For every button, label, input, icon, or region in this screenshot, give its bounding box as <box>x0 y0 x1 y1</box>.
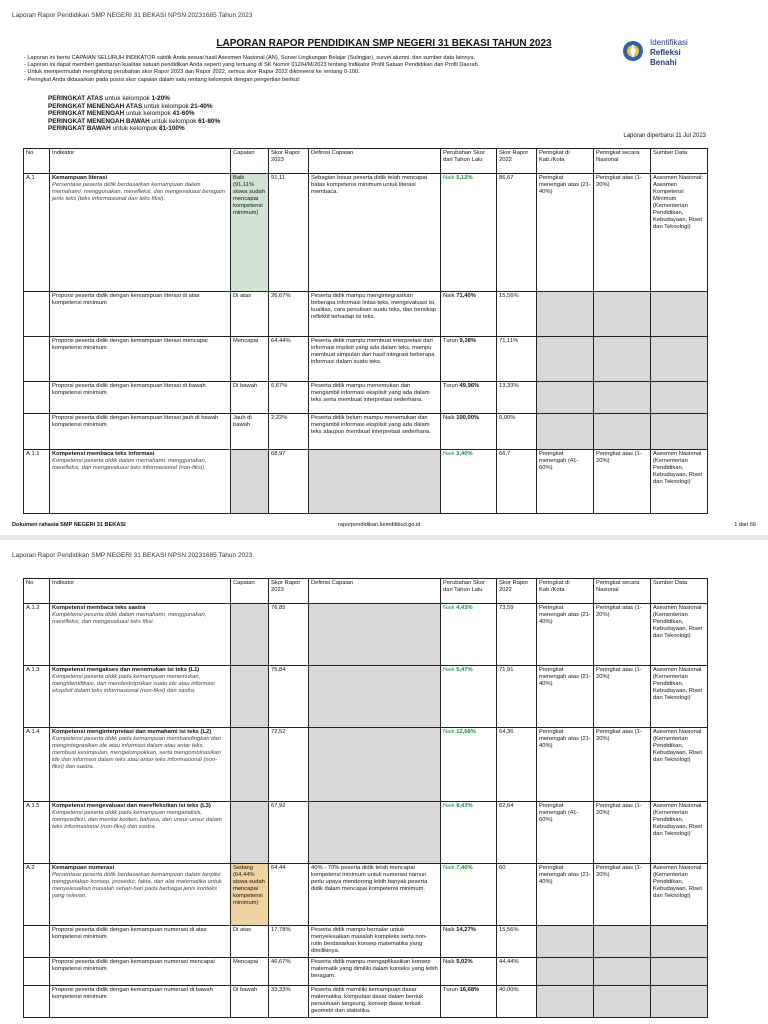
cell-change <box>441 666 497 728</box>
ranking-level-range: 1-20% <box>151 95 170 102</box>
cell-indicator <box>50 414 231 450</box>
cell-change <box>441 604 497 666</box>
indicator-title: Kemampuan literasi <box>52 175 108 181</box>
cell-rank-kab: Peringkat menengah atas (21-40%) <box>537 604 594 666</box>
cell-indicator <box>50 382 231 414</box>
cell-rank-kab <box>537 958 594 986</box>
indicator-description: Kompetensi peserta didik pada kemampuan membandingkan dan mengintegrasikan ide atau informasi dalam atau antar teks, membuat kesimpulan, mengelompokkan, serta mengombinasikan ide dan informasi dalam teks atau antar teks informasional (non-fiksi) dan sastra. <box>52 736 221 770</box>
column-header-skor2022: Skor Rapor 2022 <box>497 579 537 604</box>
cell-source: Asesmen Nasional (Kementerian Pendidikan, Kebudayaan, Riset dan Teknologi) <box>651 604 708 666</box>
cell-source <box>651 337 708 382</box>
cell-capaian: Jauh di bawah <box>231 414 269 450</box>
cell-no: A.1.5 <box>24 802 50 864</box>
cell-rank-nasional <box>594 926 651 958</box>
cell-rank-kab <box>537 926 594 958</box>
column-header-no: No <box>24 579 50 604</box>
cell-definition: Peserta didik mampu menemukan dan mengambil informasi eksplisit yang ada dalam teks serta membuat interpretasi sederhana. <box>309 382 441 414</box>
ranking-level-name: PERINGKAT MENENGAH ATAS <box>48 102 143 110</box>
cell-capaian: Di bawah <box>231 986 269 1018</box>
change-direction: Naik <box>443 803 457 809</box>
cell-rank-kab: Peringkat menengah atas (21-40%) <box>537 728 594 802</box>
cell-no <box>24 414 50 450</box>
cell-source <box>651 986 708 1018</box>
cell-definition: Peserta didik mampu membuat interpretasi dari informasi implisit yang ada dalam teks, mampu membuat simpulan dari hasil integrasi beberapa informasi dalam suatu teks. <box>309 337 441 382</box>
cell-capaian: Di atas <box>231 926 269 958</box>
cell-change <box>441 986 497 1018</box>
cell-score-2022: 71,11% <box>497 337 537 382</box>
running-header: Laporan Rapor Pendidikan SMP NEGERI 31 BEKASI NPSN 20231685 Tahun 2023 <box>12 12 253 19</box>
change-direction: Naik <box>443 175 457 181</box>
cell-rank-nasional: Peringkat atas (1-20%) <box>594 604 651 666</box>
cell-indicator <box>50 292 231 337</box>
change-direction: Turun <box>443 987 460 993</box>
column-header-capaian: Capaian <box>231 579 269 604</box>
cell-score-2022: 64,36 <box>497 728 537 802</box>
cell-rank-nasional: Peringkat atas (1-20%) <box>594 666 651 728</box>
column-header-definisi: Definisi Capaian <box>309 149 441 174</box>
change-direction: Turun <box>443 338 460 344</box>
change-value: 4,43% <box>456 605 473 611</box>
footer-confidential: Dokumen rahasia SMP NEGERI 31 BEKASI <box>12 522 126 528</box>
cell-change <box>441 337 497 382</box>
ranking-level-range: 21-40% <box>190 102 213 110</box>
cell-change <box>441 414 497 450</box>
cell-rank-kab: Peringkat menengah atas (21-40%) <box>537 864 594 926</box>
change-direction: Naik <box>443 415 457 421</box>
cell-no: A.1.3 <box>24 666 50 728</box>
cell-indicator <box>50 450 231 514</box>
running-header: Laporan Rapor Pendidikan SMP NEGERI 31 BEKASI NPSN 20231685 Tahun 2023 <box>12 552 253 559</box>
intro-notes <box>24 55 644 84</box>
indicator-description: Proporsi peserta didik dengan kemampuan numerasi di bawah kompetensi minimum <box>52 987 213 1000</box>
cell-score-2023: 26,67% <box>269 292 309 337</box>
cell-definition: 40% - 70% peserta didik telah mencapai kompetensi minimum untuk numerasi namun perlu upaya mendorong lebih banyak peserta didik dalam mencapai kompetensi minimum. <box>309 864 441 926</box>
ranking-level <box>48 118 220 126</box>
cell-source: Asesmen Nasional (Kementerian Pendidikan, Kebudayaan, Riset dan Teknologi) <box>651 802 708 864</box>
cell-source: Asesmen Nasional (Kementerian Pendidikan, Kebudayaan, Riset dan Teknologi) <box>651 864 708 926</box>
indicator-title: Kemampuan numerasi <box>52 865 115 871</box>
cell-change <box>441 958 497 986</box>
cell-change <box>441 864 497 926</box>
table-row <box>24 986 708 1018</box>
table-row <box>24 958 708 986</box>
cell-score-2023: 2,22% <box>269 414 309 450</box>
cell-definition <box>309 450 441 514</box>
change-value: 71,40% <box>456 293 476 299</box>
column-header-skor2022: Skor Rapor 2022 <box>497 149 537 174</box>
cell-rank-kab: Peringkat menengah (41-60%) <box>537 802 594 864</box>
table-row <box>24 382 708 414</box>
cell-score-2022: 0,00% <box>497 414 537 450</box>
cell-score-2023: 68,97 <box>269 450 309 514</box>
cell-rank-kab: Peringkat menengah atas (21-40%) <box>537 666 594 728</box>
table-row <box>24 450 708 514</box>
cell-rank-nasional <box>594 382 651 414</box>
ranking-level-name: PERINGKAT BAWAH <box>48 125 111 133</box>
cell-no: A.1.4 <box>24 728 50 802</box>
cell-source: Asesmen Nasional (Kementerian Pendidikan, Kebudayaan, Riset dan Teknologi) <box>651 450 708 514</box>
cell-indicator <box>50 337 231 382</box>
table-header-row <box>24 149 708 174</box>
column-header-indikator: Indikator <box>50 149 231 174</box>
cell-rank-kab <box>537 337 594 382</box>
cell-rank-kab <box>537 414 594 450</box>
indicator-description: Proporsi peserta didik dengan kemampuan literasi jauh di bawah kompetensi minimum <box>52 415 219 428</box>
cell-definition: Sebagian besar peserta didik telah mencapai batas kompetensi minimum untuk literasi membaca. <box>309 174 441 292</box>
cell-source <box>651 958 708 986</box>
change-direction: Naik <box>443 865 457 871</box>
logo-line-2: Refleksi <box>650 48 681 57</box>
footer-page-number: 1 dari 66 <box>734 522 756 528</box>
indicator-title: Kompetensi mengevaluasi dan merefleksikan isi teks (L3) <box>52 803 211 809</box>
cell-change <box>441 802 497 864</box>
table-row <box>24 926 708 958</box>
cell-definition: Peserta didik mampu bernalar untuk menyelesaikan masalah kompleks serta non-rutin berdasarkan konsep matematika yang dimilikinya. <box>309 926 441 958</box>
cell-no <box>24 382 50 414</box>
indicator-table-page-1 <box>23 148 708 514</box>
change-direction: Naik <box>443 293 457 299</box>
change-value: 3,40% <box>456 451 473 457</box>
change-value: 8,43% <box>456 803 473 809</box>
indicator-description: Kompetensi peserta didik dalam memahami, menggunakan, merefleksi, dan mengevaluasi teks fiksi. <box>52 612 207 625</box>
ranking-level-text: untuk kelompok <box>124 110 173 118</box>
cell-no <box>24 986 50 1018</box>
indicator-table-page-2 <box>23 578 708 1018</box>
ranking-level-name: PERINGKAT MENENGAH BAWAH <box>48 117 150 125</box>
cell-indicator <box>50 604 231 666</box>
table-row <box>24 292 708 337</box>
column-header-perubahan: Perubahan Skor dari Tahun Lalu <box>441 149 497 174</box>
ranking-level-text: untuk kelompok <box>103 95 152 102</box>
column-header-definisi: Definisi Capaian <box>309 579 441 604</box>
column-header-perubahan: Perubahan Skor dari Tahun Lalu <box>441 579 497 604</box>
cell-score-2023: 46,67% <box>269 958 309 986</box>
cell-rank-nasional: Peringkat atas (1-20%) <box>594 728 651 802</box>
change-value: 100,00% <box>456 415 480 421</box>
cell-indicator <box>50 864 231 926</box>
cell-score-2023: 72,52 <box>269 728 309 802</box>
change-direction: Naik <box>443 959 457 965</box>
ranking-level-range: 81-100% <box>159 125 185 133</box>
ranking-level-range: 61-80% <box>198 117 221 125</box>
cell-definition <box>309 802 441 864</box>
change-value: 9,38% <box>459 338 476 344</box>
note: - Peringkat Anda didasarkan pada posisi skor capaian dalam satu rentang kelompok dengan pengertian berikut: <box>24 76 301 83</box>
cell-score-2023: 67,92 <box>269 802 309 864</box>
cell-no: A.1 <box>24 174 50 292</box>
table-row <box>24 802 708 864</box>
cell-score-2022: 62,64 <box>497 802 537 864</box>
change-direction: Naik <box>443 605 457 611</box>
cell-change <box>441 174 497 292</box>
cell-definition: Peserta didik memiliki kemampuan dasar matematika: komputasi dasar dalam bentuk persamaan langsung, konsep dasar terkait geometri dan statistika. <box>309 986 441 1018</box>
change-value: 12,68% <box>456 729 476 735</box>
cell-change <box>441 450 497 514</box>
indicator-title: Kompetensi membaca teks sastra <box>52 605 146 611</box>
cell-indicator <box>50 926 231 958</box>
cell-score-2023: 75,84 <box>269 666 309 728</box>
cell-capaian: Sedang (64,44% siswa sudah mencapai kompetensi minimum) <box>231 864 269 926</box>
indicator-description: Proporsi peserta didik dengan kemampuan numerasi mencapai kompetensi minimum <box>52 959 215 972</box>
cell-source <box>651 382 708 414</box>
cell-capaian <box>231 450 269 514</box>
cell-no: A.1.1 <box>24 450 50 514</box>
change-direction: Turun <box>443 383 460 389</box>
column-header-skor2023: Skor Rapor 2023 <box>269 579 309 604</box>
indicator-title: Kompetensi menginterpretasi dan memahami isi teks (L2) <box>52 729 212 735</box>
cell-definition <box>309 728 441 802</box>
change-value: 49,96% <box>459 383 480 389</box>
change-direction: Naik <box>443 667 457 673</box>
column-header-kab: Peringkat di Kab./Kota <box>537 149 594 174</box>
cell-rank-kab <box>537 292 594 337</box>
column-header-capaian: Capaian <box>231 149 269 174</box>
cell-score-2023: 64,44 <box>269 864 309 926</box>
indicator-description: Kompetensi peserta didik pada kemampuan menemukan, mengidentifikasi, dan mendeskripsikan suatu ide atau informasi eksplisit dalam teks informasional (non-fiksi) dan sastra. <box>52 674 215 694</box>
table-row <box>24 174 708 292</box>
change-value: 16,68% <box>459 987 480 993</box>
cell-definition <box>309 604 441 666</box>
ranking-level-text: untuk kelompok <box>142 102 191 110</box>
indicator-description: Kompetensi peserta didik dalam memahami, menggunakan, merefleksi, dan mengevaluasi teks informasional (non-fiksi). <box>52 458 207 471</box>
cell-score-2022: 71,91 <box>497 666 537 728</box>
ranking-level-range: 41-60% <box>172 110 195 118</box>
cell-rank-nasional <box>594 958 651 986</box>
ranking-level <box>48 125 220 133</box>
change-value: 5,47% <box>456 667 473 673</box>
note: - Untuk mempermudah menghitung perubahan skor Rapor 2023 dan Rapor 2022, semua skor Rapor 2022 dikonversi ke rentang 0-100. <box>24 69 360 76</box>
footer-url[interactable]: raporpendidikan.kemdikbud.go.id <box>338 522 421 528</box>
note: - Laporan ini dapat memberi gambaran kualitas satuan pendidikan Anda seperti yang tertuang di SK Nomor 012/H/M/2023 tentang Indikator Profil Satuan Pendidikan dan Profil Daerah. <box>24 62 480 69</box>
cell-score-2023: 76,85 <box>269 604 309 666</box>
page-2 <box>0 540 768 1024</box>
cell-capaian <box>231 802 269 864</box>
logo-line-3: Benahi <box>650 58 677 67</box>
change-value: 7,40% <box>456 865 473 871</box>
cell-rank-nasional: Peringkat atas (1-20%) <box>594 802 651 864</box>
cell-no <box>24 926 50 958</box>
column-header-nasional: Peringkat secara Nasional <box>594 579 651 604</box>
cell-capaian: Mencapai <box>231 958 269 986</box>
ranking-levels <box>48 95 220 133</box>
cell-no <box>24 337 50 382</box>
change-value: 5,02% <box>456 959 473 965</box>
cell-no: A.2 <box>24 864 50 926</box>
cell-rank-nasional <box>594 337 651 382</box>
cell-indicator <box>50 802 231 864</box>
cell-score-2022: 40,00% <box>497 986 537 1018</box>
cell-source <box>651 414 708 450</box>
cell-no <box>24 292 50 337</box>
cell-definition: Peserta didik mampu mengaplikasikan konsep matematik yang dimiliki dalam konteks yang lebih beragam. <box>309 958 441 986</box>
cell-capaian <box>231 728 269 802</box>
cell-rank-kab: Peringkat menengah atas (21-40%) <box>537 174 594 292</box>
column-header-nasional: Peringkat secara Nasional <box>594 149 651 174</box>
cell-change <box>441 728 497 802</box>
cell-score-2022: 86,67 <box>497 174 537 292</box>
cell-change <box>441 926 497 958</box>
cell-score-2023: 33,33% <box>269 986 309 1018</box>
column-header-indikator: Indikator <box>50 579 231 604</box>
cell-definition <box>309 666 441 728</box>
table-row <box>24 414 708 450</box>
ranking-level <box>48 95 220 103</box>
cell-definition: Peserta didik mampu mengintegrasikan beberapa informasi lintas teks, mengevaluasi isi, kualitas, cara penulisan suatu teks, dan bersikap reflektif terhadap isi teks. <box>309 292 441 337</box>
cell-score-2023: 64,44% <box>269 337 309 382</box>
cell-source: Asesmen Nasional (Kementerian Pendidikan, Kebudayaan, Riset dan Teknologi) <box>651 728 708 802</box>
cell-indicator <box>50 174 231 292</box>
column-header-skor2023: Skor Rapor 2023 <box>269 149 309 174</box>
cell-indicator <box>50 986 231 1018</box>
cell-score-2023: 17,78% <box>269 926 309 958</box>
ranking-level-name: PERINGKAT ATAS <box>48 95 104 102</box>
table-row <box>24 666 708 728</box>
cell-rank-kab: Peringkat menengah (41-60%) <box>537 450 594 514</box>
ranking-level-name: PERINGKAT MENENGAH <box>48 110 125 118</box>
cell-rank-nasional <box>594 986 651 1018</box>
cell-definition: Peserta didik belum mampu menemukan dan mengambil informasi eksplisit yang ada dalam teks ataupun membuat interpretasi sederhana. <box>309 414 441 450</box>
cell-indicator <box>50 728 231 802</box>
indicator-description: Proporsi peserta didik dengan kemampuan literasi mencapai kompetensi minimum <box>52 338 208 351</box>
change-value: 5,12% <box>456 175 473 181</box>
ranking-level <box>48 103 220 111</box>
cell-score-2022: 44,44% <box>497 958 537 986</box>
table-row <box>24 604 708 666</box>
table-row <box>24 728 708 802</box>
cell-change <box>441 382 497 414</box>
cell-capaian: Di atas <box>231 292 269 337</box>
ranking-level-text: untuk kelompok <box>110 125 160 133</box>
report-title: LAPORAN RAPOR PENDIDIKAN SMP NEGERI 31 BEKASI TAHUN 2023 <box>216 38 552 49</box>
cell-score-2022: 60 <box>497 864 537 926</box>
cell-change <box>441 292 497 337</box>
column-header-no: No <box>24 149 50 174</box>
table-header-row <box>24 579 708 604</box>
cell-rank-kab <box>537 382 594 414</box>
ranking-level-text: untuk kelompok <box>149 117 199 125</box>
cell-score-2022: 15,56% <box>497 926 537 958</box>
cell-score-2022: 13,33% <box>497 382 537 414</box>
cell-score-2023: 91,11 <box>269 174 309 292</box>
note: - Laporan ini berisi CAPAIAN SELURUH INDIKATOR satdik Anda sesuai hasil Asesmen Nasional (AN), Survei Lingkungan Belajar (Sulingjar), survei alumni, dan sumber data lainnya. <box>24 55 476 61</box>
indicator-title: Kompetensi membaca teks informasi <box>52 451 155 457</box>
change-direction: Naik <box>443 451 457 457</box>
cell-rank-nasional: Peringkat atas (1-20%) <box>594 450 651 514</box>
cell-source <box>651 926 708 958</box>
cell-source: Asesmen Nasional; Asesmen Kompetensi Minimum (Kementerian Pendidikan, Kebudayaan, Riset dan Teknologi) <box>651 174 708 292</box>
cell-capaian <box>231 604 269 666</box>
cell-rank-nasional <box>594 292 651 337</box>
ranking-level <box>48 110 220 118</box>
cell-rank-nasional: Peringkat atas (1-20%) <box>594 864 651 926</box>
cell-no <box>24 958 50 986</box>
column-header-sumber: Sumber Data <box>651 579 708 604</box>
cell-capaian: Di bawah <box>231 382 269 414</box>
cell-rank-nasional <box>594 414 651 450</box>
cell-capaian: Baik (91,11% siswa sudah mencapai kompetensi minimum) <box>231 174 269 292</box>
change-value: 14,27% <box>456 927 476 933</box>
logo-line-1: Identifikasi <box>650 38 688 47</box>
change-direction: Naik <box>443 729 457 735</box>
cell-indicator <box>50 958 231 986</box>
table-row <box>24 864 708 926</box>
cell-score-2022: 66,7 <box>497 450 537 514</box>
cell-capaian: Mencapai <box>231 337 269 382</box>
cell-no: A.1.2 <box>24 604 50 666</box>
indicator-description: Proporsi peserta didik dengan kemampuan literasi di bawah kompetensi minimum <box>52 383 206 396</box>
column-header-sumber: Sumber Data <box>651 149 708 174</box>
cell-rank-nasional: Peringkat atas (1-20%) <box>594 174 651 292</box>
cell-capaian <box>231 666 269 728</box>
cell-source <box>651 292 708 337</box>
cell-source: Asesmen Nasional (Kementerian Pendidikan, Kebudayaan, Riset dan Teknologi) <box>651 666 708 728</box>
updated-date: Laporan diperbarui 11 Jul 2023 <box>623 133 706 139</box>
indicator-description: Kompetensi peserta didik pada kemampuan menganalisis, memprediksi, dan menilai konten, bahasa, dan unsur-unsur dalam teks informasional (non-fiksi) dan sastra. <box>52 810 222 830</box>
cell-score-2023: 6,67% <box>269 382 309 414</box>
indicator-title: Kompetensi mengakses dan menemukan isi teks (L1) <box>52 667 200 673</box>
indicator-description: Persentase peserta didik berdasarkan kemampuan dalam berpikir menggunakan konsep, prosedur, fakta, dan alat matematika untuk menyelesaikan masalah sehari-hari pada berbagai jenis konteks yang relevan. <box>52 872 222 899</box>
cell-score-2022: 73,59 <box>497 604 537 666</box>
cell-score-2022: 15,56% <box>497 292 537 337</box>
table-row <box>24 337 708 382</box>
change-direction: Naik <box>443 927 457 933</box>
cell-indicator <box>50 666 231 728</box>
cell-rank-kab <box>537 986 594 1018</box>
column-header-kab: Peringkat di Kab./Kota <box>537 579 594 604</box>
indicator-description: Persentase peserta didik berdasarkan kemampuan dalam memahami, menggunakan, merefleksi, dan mengevaluasi beragam jenis teks (teks informasional dan teks fiksi). <box>52 182 226 202</box>
indicator-description: Proporsi peserta didik dengan kemampuan numerasi di atas kompetensi minimum <box>52 927 207 940</box>
indicator-description: Proporsi peserta didik dengan kemampuan literasi di atas kompetensi minimum <box>52 293 200 306</box>
